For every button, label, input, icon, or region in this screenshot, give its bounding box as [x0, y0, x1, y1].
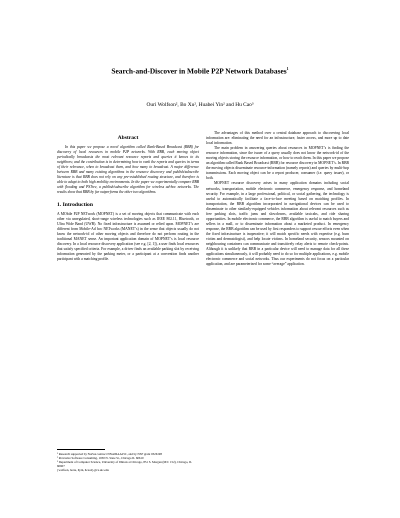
- title-footnote-mark: 1: [286, 66, 289, 71]
- body-paragraph-problem: The main problem in answering queries about resources in MOPNET’s is finding the resource information, since the issuer of a query usually does not know the network-id of the moving objects storing the resource information, or how to reach them. In this paper we propose an algorithm called Rank Based Broadcast (RBB) for resource discovery in MOPNET’s. In RBB the moving objects disseminate resource-information (namely reports) and queries by multi-hop transmissions. Each moving object can be a report producer, consumer (i.e. query issuer), or both.: [206, 146, 349, 181]
- author-line: Ouri Wolfson², Bo Xu², Huabei Yin² and Hu Cao³: [146, 102, 254, 108]
- footnote-rule: [57, 449, 105, 450]
- title-text: Search-and-Discover in Mobile P2P Network Databases: [111, 66, 287, 76]
- abstract-text: In this paper we propose a novel algorithm called Rank-Based Broadcast (RBB) for discovery of local resources in mobile P2P networks. With RBB, each moving object periodically broadcasts the most relevant resource reports and queries it knows to its neighbors; and the contribution is in determining how to rank the reports and queries in terms of their relevance, when to broadcast them, and how many to broadcast. A major difference between RBB and many existing algorithms in the resource discovery and publish/subscribe literature is that RBB does not rely on any pre-established routing structure, and therefore is able to adapt to both high mobility environments. In the paper we experimentally compare RBB with flooding and PSTree, a publish/subscribe algorithm for wireless ad-hoc networks. The results show that RBB by far outperforms the other two algorithms.: [57, 145, 199, 195]
- footnote-2: ² Pervasive Software Consulting, 1030 N. State St., Chicago IL 60610: [57, 456, 144, 461]
- footnotes: [57, 449, 199, 472]
- right-column: [206, 131, 349, 267]
- footnote-3: ³ Department of Computer Science, University of Illinois at Chicago, 851 S. Morgan (M/C 152), Chicago, IL 60607: [57, 460, 192, 469]
- footnote-1: ¹ Research supported by NASA contract NNA06AA25C, and by NSF grant 0326198: [57, 452, 162, 456]
- intro-heading: 1. Introduction: [57, 201, 93, 208]
- footnote-emails: {wolfson, boxu, hyin, hcao2}@cs.uic.edu: [57, 468, 109, 473]
- body-paragraph-applications: MOPNET resource discovery arises in many application domains including social networks, transportation, mobile electronic commerce, emergency response, and homeland security. For example, in a large professional, political, or social gathering, the technology is useful to automatically facilitate a face-to-face meeting based on matching profiles. In transportation, the RBB algorithm incorporated in navigational devices can be used to disseminate to other similarly-equipped vehicles information about relevant resources such as free parking slots, traffic jams and slowdowns, available taxicabs, and ride sharing opportunities. In mobile electronic commerce, the RBB algorithm is useful to match buyers and sellers in a mall, or to disseminate information about a marketed product. In emergency response, the RBB algorithm can be used by first responders to support rescue efforts even when the fixed infrastructure is inoperative; it will match specific needs with expertise (e.g. burn victim and dermatologist), and help locate victims. In homeland security, sensors mounted on neighbouring containers can communicate and transitively relay alerts to remote check-points. Although it is unlikely that RBB in a particular device will need to manage data for all these applications simultaneously, it will probably need to do so for multiple applications, e.g. mobile electronic commerce and social networks. Thus our experiments do not focus on a particular application, and are parameterized for some “average” application.: [206, 181, 349, 267]
- body-paragraph-advantages: The advantages of this method over a central database approach to discovering local information are: eliminating the need for an infrastructure, faster access, and more up to date local information.: [206, 131, 349, 146]
- paper-title: [0, 66, 400, 75]
- left-column: [57, 136, 199, 262]
- abstract-heading: Abstract: [117, 135, 139, 141]
- intro-paragraph: A MObile P2P NETwork (MOPNET) is a set of moving objects that communicate with each other via unregulated, short-range wireless technologies such as IEEE 802.11, Bluetooth, or Ultra Wide Band (UWB). No fixed infrastructure is assumed or relied upon. MOPNET’s are different from Mobile-Ad hoc NETworks (MANET’s) in the sense that objects usually do not know the network-id of other moving objects and therefore do not perform routing in the traditional MANET sense. An important application domain of MOPNET’s is local resource discovery. In a local resource discovery application (see e.g. [2, 1]), a user finds local resources that satisfy specified criteria. For example, a driver finds an available parking slot by receiving information generated by the parking meter, or a participant at a convention finds another participant with a matching profile.: [57, 211, 199, 261]
